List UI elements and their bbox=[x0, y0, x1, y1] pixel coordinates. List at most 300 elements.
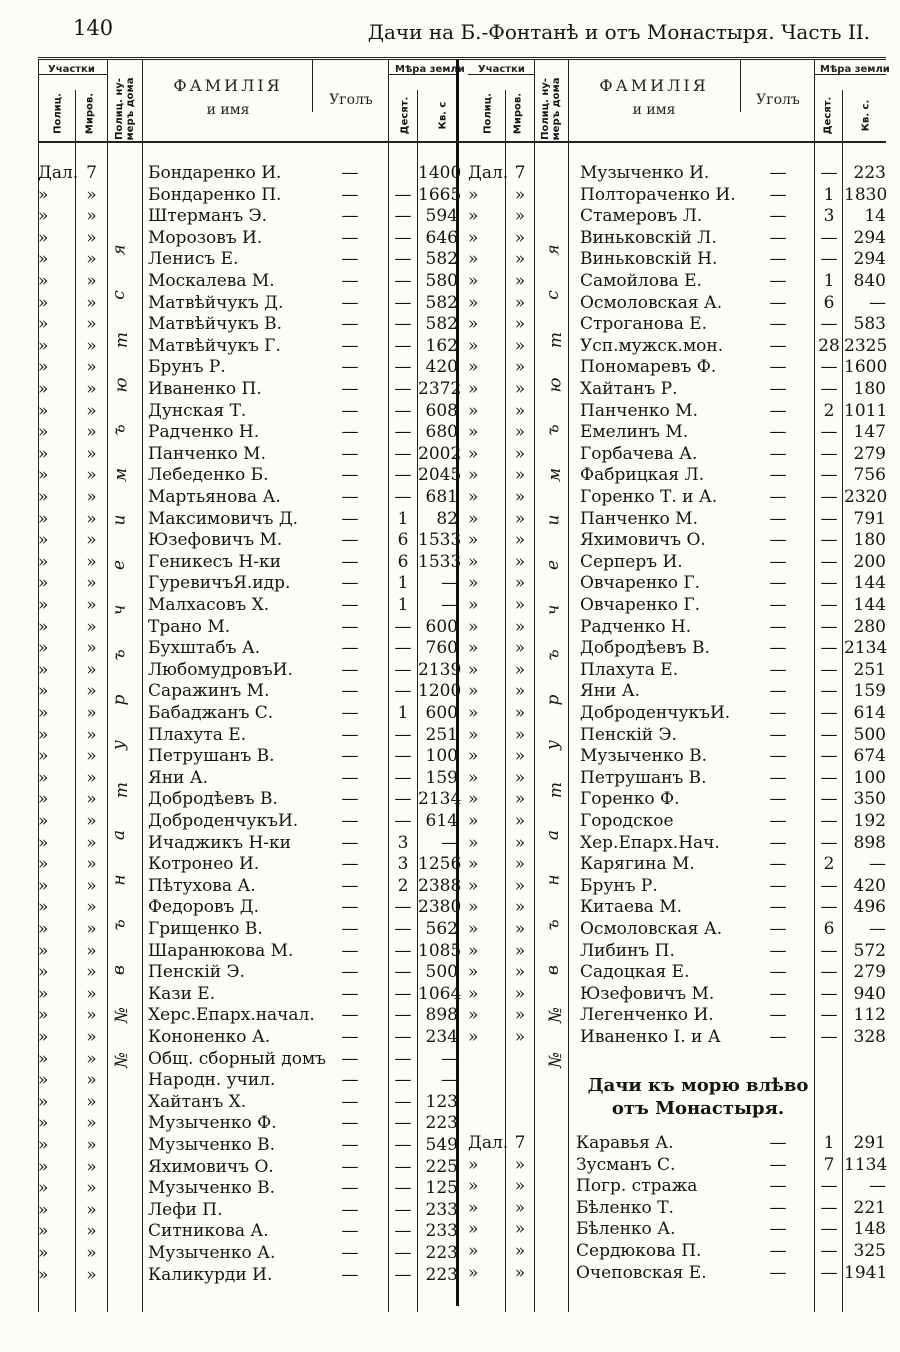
cell-polic: » bbox=[468, 551, 479, 572]
cell-ugol: — bbox=[769, 292, 787, 313]
cell-mirov: » bbox=[514, 811, 526, 831]
cell-name: Пономаревъ Ф. bbox=[580, 357, 717, 378]
cell-ugol: — bbox=[769, 573, 787, 594]
cell-ugol: — bbox=[341, 292, 359, 313]
cell-mirov: » bbox=[86, 379, 97, 399]
table-row bbox=[468, 1133, 886, 1155]
cell-desyat: 1 bbox=[397, 703, 409, 723]
cell-name: Яни А. bbox=[148, 767, 209, 788]
section2-title-line2: отъ Монастыря. bbox=[611, 1098, 785, 1119]
cell-name: Геникесъ Н-ки bbox=[148, 551, 281, 572]
cell-ugol: — bbox=[769, 616, 787, 637]
cell-kv-sazhen: 562 bbox=[425, 919, 458, 939]
cell-ugol: — bbox=[341, 789, 359, 810]
table-row bbox=[468, 811, 886, 833]
cell-mirov: » bbox=[514, 227, 526, 248]
cell-mirov: » bbox=[86, 854, 97, 875]
table-row bbox=[468, 271, 886, 293]
table-row bbox=[468, 552, 886, 574]
side-letter: н bbox=[109, 874, 130, 886]
cell-mirov: » bbox=[514, 551, 526, 572]
side-letter: № bbox=[546, 1006, 567, 1024]
cell-ugol: — bbox=[341, 919, 359, 939]
cell-desyat: — bbox=[394, 184, 412, 205]
cell-ugol: — bbox=[341, 487, 359, 507]
cell-mirov: » bbox=[86, 271, 97, 291]
cell-name: Штерманъ Э. bbox=[148, 206, 268, 227]
cell-kv-sazhen: 233 bbox=[425, 1221, 458, 1242]
cell-ugol: — bbox=[341, 357, 359, 378]
cell-kv-sazhen: 1400 bbox=[418, 163, 462, 183]
cell-polic: » bbox=[468, 638, 479, 659]
cell-mirov: » bbox=[86, 249, 97, 270]
cell-polic: » bbox=[38, 1048, 49, 1069]
side-letter: т bbox=[546, 781, 567, 799]
cell-ugol: — bbox=[341, 271, 359, 291]
cell-ugol: — bbox=[769, 1176, 787, 1197]
cell-ugol: — bbox=[341, 335, 359, 356]
cell-desyat: — bbox=[394, 249, 412, 270]
cell-polic: » bbox=[38, 595, 49, 615]
cell-desyat: 2 bbox=[397, 875, 409, 896]
cell-kv-sazhen: 582 bbox=[425, 249, 458, 270]
header-ugol-left: Уголъ bbox=[329, 92, 373, 108]
side-letter: т bbox=[112, 781, 133, 799]
side-letter: ъ bbox=[543, 424, 564, 436]
cell-desyat: — bbox=[394, 487, 412, 507]
cell-polic: » bbox=[38, 983, 49, 1004]
cell-ugol: — bbox=[341, 206, 359, 227]
cell-kv-sazhen: 940 bbox=[853, 983, 886, 1004]
cell-polic: » bbox=[38, 1113, 49, 1134]
cell-ugol: — bbox=[769, 465, 787, 486]
cell-polic: » bbox=[38, 1070, 49, 1091]
cell-kv-sazhen: 221 bbox=[853, 1197, 886, 1218]
cell-desyat: — bbox=[394, 292, 412, 313]
side-letter: ъ bbox=[543, 649, 564, 661]
cell-name: Музыченко В. bbox=[148, 1178, 276, 1199]
cell-mirov: » bbox=[86, 595, 97, 615]
cell-polic: » bbox=[38, 1264, 49, 1285]
cell-mirov: » bbox=[514, 1197, 526, 1218]
cell-ugol: — bbox=[769, 249, 787, 270]
cell-mirov: » bbox=[86, 703, 97, 723]
cell-name: Котронео И. bbox=[148, 854, 260, 875]
table-row bbox=[38, 659, 462, 682]
table-row bbox=[38, 833, 458, 855]
side-letter: ъ bbox=[109, 649, 130, 661]
cell-kv-sazhen: 898 bbox=[853, 832, 886, 853]
cell-desyat: — bbox=[394, 1178, 412, 1199]
cell-kv-sazhen: 223 bbox=[425, 1243, 458, 1263]
cell-desyat: — bbox=[394, 681, 412, 702]
cell-desyat: — bbox=[394, 940, 412, 961]
table-row bbox=[468, 336, 886, 358]
side-letter: а bbox=[543, 829, 564, 841]
cell-ugol: — bbox=[769, 897, 787, 918]
cell-polic: » bbox=[38, 724, 49, 745]
cell-ugol: — bbox=[769, 854, 787, 875]
cell-name: Горенко Ф. bbox=[580, 789, 680, 810]
cell-name: Мартьянова А. bbox=[148, 487, 281, 507]
cell-name: Горенко Т. и А. bbox=[580, 487, 718, 507]
cell-name: Иваненко П. bbox=[148, 379, 262, 399]
cell-polic: » bbox=[468, 1005, 479, 1026]
table-row bbox=[38, 422, 458, 444]
side-letter: ъ bbox=[543, 919, 564, 931]
table-row bbox=[38, 811, 458, 833]
cell-mirov: » bbox=[514, 703, 526, 723]
header-house-right: Полиц. ну- меръ дома bbox=[540, 77, 562, 141]
cell-mirov: » bbox=[86, 1178, 97, 1199]
cell-ugol: — bbox=[341, 616, 359, 637]
table-row bbox=[468, 746, 886, 768]
cell-name: Овчаренко Г. bbox=[580, 595, 701, 615]
cell-polic: » bbox=[468, 983, 479, 1004]
cell-ugol: — bbox=[341, 638, 359, 659]
cell-name: Яхимовичъ О. bbox=[148, 1156, 274, 1177]
cell-mirov: » bbox=[514, 314, 526, 335]
cell-mirov: » bbox=[514, 875, 526, 896]
cell-name: Ленисъ Е. bbox=[148, 249, 239, 270]
cell-polic: » bbox=[468, 422, 479, 443]
cell-mirov: » bbox=[514, 724, 526, 745]
cell-kv-sazhen: — bbox=[441, 595, 458, 615]
cell-polic: » bbox=[468, 659, 479, 680]
cell-desyat: — bbox=[820, 379, 838, 399]
cell-desyat: — bbox=[820, 659, 838, 680]
cell-kv-sazhen: 148 bbox=[853, 1219, 886, 1240]
cell-ugol: — bbox=[769, 724, 787, 745]
cell-ugol: — bbox=[769, 443, 787, 464]
header-mirov-right: Миров. bbox=[512, 92, 524, 135]
cell-mirov: » bbox=[86, 832, 97, 853]
cell-mirov: » bbox=[86, 1243, 97, 1263]
cell-polic: » bbox=[468, 919, 479, 939]
cell-desyat: — bbox=[394, 1048, 412, 1069]
cell-kv-sazhen: 325 bbox=[853, 1241, 886, 1261]
cell-name: Народн. учил. bbox=[148, 1070, 276, 1091]
table-row bbox=[38, 725, 458, 747]
cell-polic: » bbox=[468, 1027, 479, 1047]
cell-ugol: — bbox=[341, 1264, 359, 1285]
cell-desyat: 6 bbox=[823, 292, 835, 313]
cell-name: Музыченко Ф. bbox=[148, 1113, 277, 1134]
cell-desyat: — bbox=[820, 724, 838, 745]
cell-kv-sazhen: 420 bbox=[853, 875, 886, 896]
cell-ugol: — bbox=[341, 1048, 359, 1069]
cell-mirov: » bbox=[86, 1135, 97, 1155]
cell-kv-sazhen: 1533 bbox=[418, 530, 462, 551]
cell-name: Радченко Н. bbox=[580, 616, 692, 637]
cell-kv-sazhen: 756 bbox=[853, 465, 886, 486]
cell-polic: » bbox=[468, 703, 479, 723]
cell-polic: » bbox=[468, 811, 479, 831]
table-row bbox=[38, 163, 462, 185]
table-row bbox=[38, 184, 462, 207]
cell-mirov: » bbox=[86, 573, 97, 594]
cell-kv-sazhen: 294 bbox=[853, 227, 886, 248]
cell-ugol: — bbox=[769, 379, 787, 399]
side-letter: с bbox=[542, 290, 563, 300]
cell-name: Лебеденко Б. bbox=[148, 465, 269, 486]
cell-name: Зусманъ С. bbox=[576, 1154, 676, 1175]
side-letter: т bbox=[112, 331, 133, 349]
cell-ugol: — bbox=[769, 1241, 787, 1261]
cell-mirov: » bbox=[514, 595, 526, 615]
side-letter: е bbox=[543, 559, 564, 571]
side-letter: е bbox=[109, 559, 130, 571]
cell-name: Москалева М. bbox=[148, 271, 275, 291]
cell-desyat: 1 bbox=[397, 595, 409, 615]
cell-polic: » bbox=[468, 271, 479, 291]
cell-ugol: — bbox=[769, 1262, 787, 1283]
cell-name: Музыченко И. bbox=[580, 163, 710, 183]
cell-mirov: » bbox=[514, 335, 526, 356]
cell-mirov: » bbox=[86, 962, 97, 983]
cell-polic: » bbox=[468, 443, 479, 464]
cell-desyat: — bbox=[394, 422, 412, 443]
cell-mirov: » bbox=[86, 184, 97, 205]
cell-polic: » bbox=[468, 724, 479, 745]
cell-mirov: » bbox=[514, 1262, 526, 1283]
cell-kv-sazhen: 2045 bbox=[418, 465, 462, 486]
cell-desyat: — bbox=[820, 789, 838, 810]
cell-mirov: » bbox=[86, 897, 97, 918]
cell-ugol: — bbox=[769, 314, 787, 335]
cell-kv-sazhen: 147 bbox=[853, 422, 886, 443]
header-mirov-left: Миров. bbox=[84, 92, 96, 135]
cell-mirov: » bbox=[514, 1176, 526, 1197]
cell-kv-sazhen: 1941 bbox=[844, 1262, 888, 1283]
cell-desyat: 6 bbox=[823, 919, 835, 939]
cell-name: Погр. стража bbox=[576, 1176, 698, 1197]
cell-polic: » bbox=[38, 508, 49, 529]
cell-ugol: — bbox=[769, 1219, 787, 1240]
cell-ugol: — bbox=[341, 443, 359, 464]
cell-ugol: — bbox=[341, 163, 359, 183]
cell-kv-sazhen: 350 bbox=[853, 789, 886, 810]
cell-name: Хайтанъ Р. bbox=[580, 379, 678, 399]
side-letter: ю bbox=[545, 377, 566, 393]
cell-name: Матвѣйчукъ Г. bbox=[148, 335, 281, 356]
header-uchastki-right: Участки bbox=[478, 64, 525, 75]
cell-ugol: — bbox=[769, 422, 787, 443]
cell-desyat: — bbox=[820, 681, 838, 702]
cell-ugol: — bbox=[769, 357, 787, 378]
cell-mirov: » bbox=[514, 530, 526, 551]
side-letter: т bbox=[546, 331, 567, 349]
side-letter: № bbox=[112, 1006, 133, 1024]
table-row bbox=[468, 163, 886, 185]
cell-mirov: » bbox=[514, 357, 526, 378]
cell-desyat: 7 bbox=[823, 1154, 835, 1175]
cell-name: Кононенко А. bbox=[148, 1027, 271, 1047]
header-kv-right: Кв. с. bbox=[860, 99, 872, 132]
header-uchastki-left: Участки bbox=[48, 64, 95, 75]
cell-desyat: 2 bbox=[823, 854, 835, 875]
cell-polic: » bbox=[468, 249, 479, 270]
table-row bbox=[38, 1157, 458, 1179]
cell-polic: » bbox=[38, 659, 49, 680]
cell-name: Виньковскій Н. bbox=[580, 249, 718, 270]
cell-ugol: — bbox=[769, 400, 787, 421]
cell-kv-sazhen: 420 bbox=[425, 357, 458, 378]
cell-polic: » bbox=[38, 616, 49, 637]
cell-name: Емелинъ М. bbox=[580, 422, 689, 443]
cell-desyat: — bbox=[394, 443, 412, 464]
cell-mirov: » bbox=[86, 335, 97, 356]
cell-desyat: — bbox=[394, 1156, 412, 1177]
cell-desyat: — bbox=[820, 897, 838, 918]
cell-polic: » bbox=[38, 530, 49, 551]
table-row bbox=[38, 1265, 458, 1287]
cell-kv-sazhen: — bbox=[441, 1070, 458, 1091]
cell-name: Панченко М. bbox=[580, 400, 698, 421]
cell-ugol: — bbox=[341, 400, 359, 421]
cell-polic: » bbox=[468, 465, 479, 486]
cell-polic: » bbox=[468, 789, 479, 810]
table-row bbox=[468, 357, 886, 379]
cell-polic: Дал. bbox=[38, 163, 79, 183]
cell-name: Матвѣйчукъ Д. bbox=[148, 292, 284, 313]
cell-ugol: — bbox=[769, 508, 787, 529]
cell-kv-sazhen: 279 bbox=[853, 962, 886, 983]
table-row bbox=[38, 768, 458, 790]
table-row bbox=[468, 509, 886, 531]
cell-mirov: » bbox=[514, 1219, 526, 1240]
cell-kv-sazhen: 2134 bbox=[844, 638, 888, 659]
cell-kv-sazhen: 159 bbox=[853, 681, 886, 702]
cell-polic: » bbox=[38, 767, 49, 788]
table-row bbox=[38, 962, 458, 984]
cell-polic: » bbox=[38, 206, 49, 227]
table-row bbox=[468, 1263, 886, 1285]
cell-desyat: 28 bbox=[818, 335, 840, 356]
cell-desyat: — bbox=[394, 659, 412, 680]
table-row bbox=[38, 746, 458, 768]
cell-ugol: — bbox=[769, 659, 787, 680]
table-row bbox=[468, 1198, 886, 1220]
cell-kv-sazhen: 594 bbox=[425, 206, 458, 227]
cell-kv-sazhen: 1533 bbox=[418, 551, 462, 572]
cell-kv-sazhen: 2134 bbox=[418, 789, 462, 810]
cell-mirov: » bbox=[514, 465, 526, 486]
cell-polic: » bbox=[468, 681, 479, 702]
cell-kv-sazhen: 159 bbox=[425, 767, 458, 788]
cell-polic: » bbox=[468, 508, 479, 529]
cell-polic: » bbox=[38, 335, 49, 356]
cell-kv-sazhen: 840 bbox=[853, 271, 886, 291]
table-row bbox=[38, 1113, 458, 1135]
table-row bbox=[468, 595, 886, 617]
cell-desyat: — bbox=[394, 767, 412, 788]
cell-polic: » bbox=[468, 573, 479, 594]
cell-polic: » bbox=[38, 573, 49, 594]
cell-ugol: — bbox=[769, 227, 787, 248]
cell-name: Осмоловская А. bbox=[580, 292, 723, 313]
table-row bbox=[468, 919, 886, 941]
cell-ugol: — bbox=[341, 1135, 359, 1155]
cell-kv-sazhen: — bbox=[441, 832, 458, 853]
cell-name: Овчаренко Г. bbox=[580, 573, 701, 594]
cell-desyat: — bbox=[394, 1199, 412, 1220]
table-row bbox=[468, 1155, 886, 1177]
cell-ugol: — bbox=[769, 638, 787, 659]
cell-kv-sazhen: 580 bbox=[425, 271, 458, 291]
cell-kv-sazhen: 2325 bbox=[844, 335, 888, 356]
cell-mirov: » bbox=[514, 638, 526, 659]
cell-mirov: » bbox=[86, 1027, 97, 1047]
cell-ugol: — bbox=[769, 811, 787, 831]
cell-name: Бѣленко Т. bbox=[576, 1197, 674, 1218]
cell-name: Хайтанъ Х. bbox=[148, 1091, 247, 1112]
page-number: 140 bbox=[73, 16, 114, 40]
cell-name: Садоцкая Е. bbox=[580, 962, 690, 983]
table-row bbox=[468, 1219, 886, 1241]
cell-mirov: » bbox=[514, 940, 526, 961]
cell-mirov: » bbox=[514, 400, 526, 421]
table-row bbox=[468, 228, 886, 250]
cell-desyat: — bbox=[820, 530, 838, 551]
cell-desyat: — bbox=[394, 811, 412, 831]
cell-mirov: » bbox=[86, 1264, 97, 1285]
cell-ugol: — bbox=[769, 746, 787, 767]
cell-ugol: — bbox=[341, 1221, 359, 1242]
table-row bbox=[468, 444, 886, 466]
cell-ugol: — bbox=[341, 422, 359, 443]
cell-mirov: » bbox=[86, 357, 97, 378]
table-row bbox=[38, 530, 462, 552]
header-imya-left: и имя bbox=[206, 102, 250, 118]
cell-ugol: — bbox=[341, 1005, 359, 1026]
cell-name: Пенскій Э. bbox=[580, 724, 677, 745]
cell-polic: » bbox=[38, 1243, 49, 1263]
header-kv-left: Кв. с bbox=[437, 101, 449, 130]
cell-name: Добродѣевъ В. bbox=[148, 789, 278, 810]
cell-kv-sazhen: 549 bbox=[425, 1135, 458, 1155]
cell-polic: » bbox=[468, 357, 479, 378]
cell-mirov: » bbox=[514, 659, 526, 680]
cell-mirov: » bbox=[86, 1005, 97, 1026]
cell-kv-sazhen: 14 bbox=[864, 206, 886, 227]
cell-ugol: — bbox=[769, 983, 787, 1004]
cell-polic: » bbox=[468, 314, 479, 335]
cell-polic: » bbox=[38, 897, 49, 918]
cell-kv-sazhen: — bbox=[869, 919, 886, 939]
cell-polic: » bbox=[38, 400, 49, 421]
cell-polic: » bbox=[468, 746, 479, 767]
cell-kv-sazhen: 162 bbox=[425, 335, 458, 356]
table-row bbox=[38, 293, 458, 315]
cell-polic: » bbox=[468, 962, 479, 983]
table-row bbox=[38, 1027, 458, 1049]
cell-kv-sazhen: 608 bbox=[425, 400, 458, 421]
cell-desyat: — bbox=[394, 1091, 412, 1112]
cell-name: Каликурди И. bbox=[148, 1264, 273, 1285]
cell-mirov: » bbox=[514, 271, 526, 291]
cell-mirov: » bbox=[514, 1154, 526, 1175]
cell-desyat: — bbox=[820, 983, 838, 1004]
cell-mirov: » bbox=[514, 292, 526, 313]
cell-mirov: » bbox=[86, 746, 97, 767]
cell-kv-sazhen: 1064 bbox=[418, 983, 462, 1004]
cell-mirov: » bbox=[514, 249, 526, 270]
side-letter: а bbox=[109, 829, 130, 841]
cell-mirov: » bbox=[86, 789, 97, 810]
cell-name: Лефи П. bbox=[148, 1199, 223, 1220]
cell-polic: » bbox=[468, 184, 479, 205]
